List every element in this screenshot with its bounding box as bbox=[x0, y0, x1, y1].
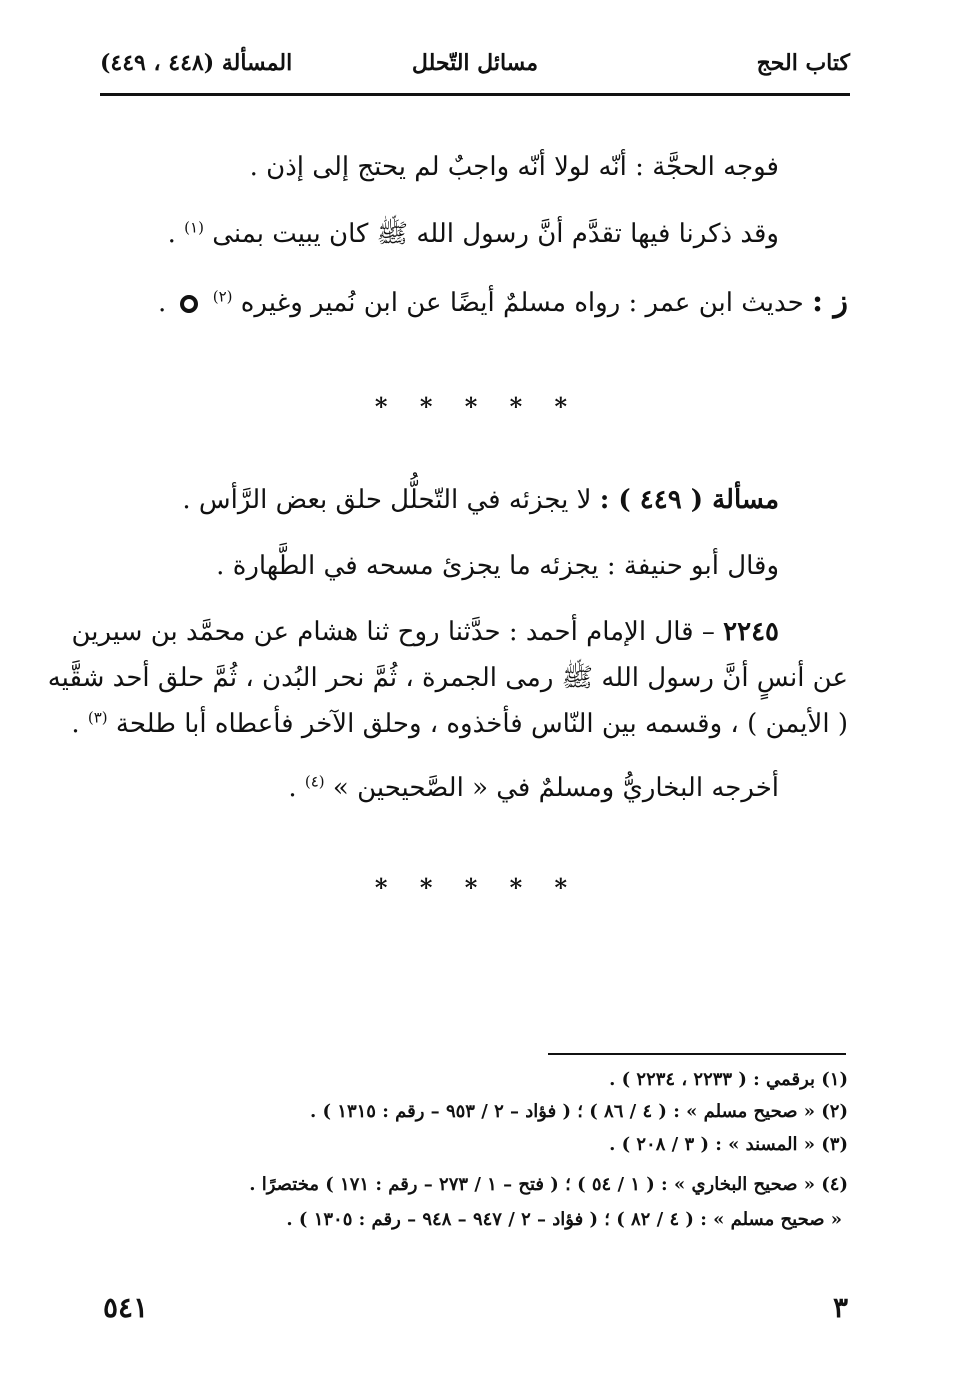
footnote-ref-2: (٢) bbox=[212, 287, 233, 306]
footnote-rule bbox=[548, 1053, 846, 1055]
footnote-3: (٣) « المسند » : ( ٣ / ٢٠٨ ) . bbox=[609, 1134, 848, 1155]
header-issue-range: المسألة (٤٤٨ ، ٤٤٩) bbox=[100, 50, 293, 76]
takhrij-line-end: . bbox=[288, 773, 297, 803]
hadith-line-2: عن أنسٍ أنَّ رسول الله ﷺ رمى الجمرة ، ثُمَّ نحر البُدن ، ثُمَّ حلق أحد شقَّيه bbox=[47, 663, 848, 693]
footnote-2: (٢) « صحيح مسلم » : ( ٤ / ٨٦ ) ؛ ( فؤاد – ٢ / ٩٥٣ – رقم : ١٣١٥ ) . bbox=[309, 1101, 848, 1122]
hadith-line-3 bbox=[71, 704, 848, 744]
section-separator-stars-2: * * * * * bbox=[374, 873, 580, 902]
header-chapter-title: مسائل التّحلل bbox=[411, 50, 539, 76]
body-line-dhakarna-text: وقد ذكرنا فيها تقدَّم أنَّ رسول الله ﷺ كان يبيت بمنى bbox=[212, 219, 779, 249]
footnote-1: (١) برقمي : ( ٢٢٣٣ ، ٢٢٣٤ ) . bbox=[609, 1069, 848, 1090]
body-line-ibn-umar bbox=[158, 282, 848, 322]
body-line-abu-hanifa: وقال أبو حنيفة : يجزئه ما يجزئ مسحه في الطَّهارة . bbox=[216, 551, 779, 581]
hadith-number: ٢٢٤٥ bbox=[723, 617, 779, 647]
hadith-line-1-text: – قال الإمام أحمد : حدَّثنا روح ثنا هشام عن محمَّد بن سيرين bbox=[71, 617, 715, 647]
footnote-ref-4: (٤) bbox=[304, 772, 325, 791]
header-rule bbox=[100, 93, 850, 96]
running-header bbox=[100, 50, 850, 90]
header-book-title: كتاب الحج bbox=[756, 50, 850, 76]
body-line-ibn-umar-end: . bbox=[157, 288, 167, 318]
body-line-hujja: فوجه الحجَّة : أنّه لولا أنّه واجبٌ لم يحتج إلى إذن . bbox=[249, 152, 779, 182]
body-line-dhakarna-end: . bbox=[167, 219, 176, 249]
circle-marker-icon bbox=[180, 295, 198, 313]
issue-heading bbox=[182, 480, 779, 520]
hadith-line-1 bbox=[71, 612, 779, 652]
body-line-ibn-umar-text: حديث ابن عمر : رواه مسلمٌ أيضًا عن ابن نُمير وغيره bbox=[240, 288, 804, 318]
page-number: ٥٤١ bbox=[103, 1291, 149, 1324]
issue-heading-text: لا يجزئه في التّحلُّل حلق بعض الرَّأس . bbox=[182, 485, 592, 515]
hadith-line-3-text: ( الأيمن ) ، وقسمه بين النّاس فأخذوه ، وحلق الآخر فأعطاه أبا طلحة bbox=[115, 709, 848, 739]
takhrij-line bbox=[288, 768, 779, 808]
issue-heading-label: مسألة ( ٤٤٩ ) : bbox=[599, 485, 779, 515]
volume-number: ٣ bbox=[832, 1291, 848, 1324]
footnote-4-continued: « صحيح مسلم » : ( ٤ / ٨٢ ) ؛ ( فؤاد – ٢ / ٩٤٧ – ٩٤٨ – رقم : ١٣٠٥ ) . bbox=[286, 1209, 842, 1230]
takhrij-line-text: أخرجه البخاريُّ ومسلمٌ في « الصَّحيحين » bbox=[332, 773, 779, 803]
footnote-ref-1: (١) bbox=[184, 218, 204, 237]
hadith-line-3-end: . bbox=[71, 709, 80, 739]
section-separator-stars: * * * * * bbox=[374, 392, 580, 421]
footnote-4: (٤) « صحيح البخاري » : ( ١ / ٥٤ ) ؛ ( فتح – ١ / ٢٧٣ – رقم : ١٧١ ) مختصرًا . bbox=[249, 1174, 848, 1195]
zay-marker: ز : bbox=[811, 284, 848, 319]
body-line-dhakarna bbox=[168, 214, 779, 254]
footnote-ref-3: (٣) bbox=[87, 708, 108, 727]
